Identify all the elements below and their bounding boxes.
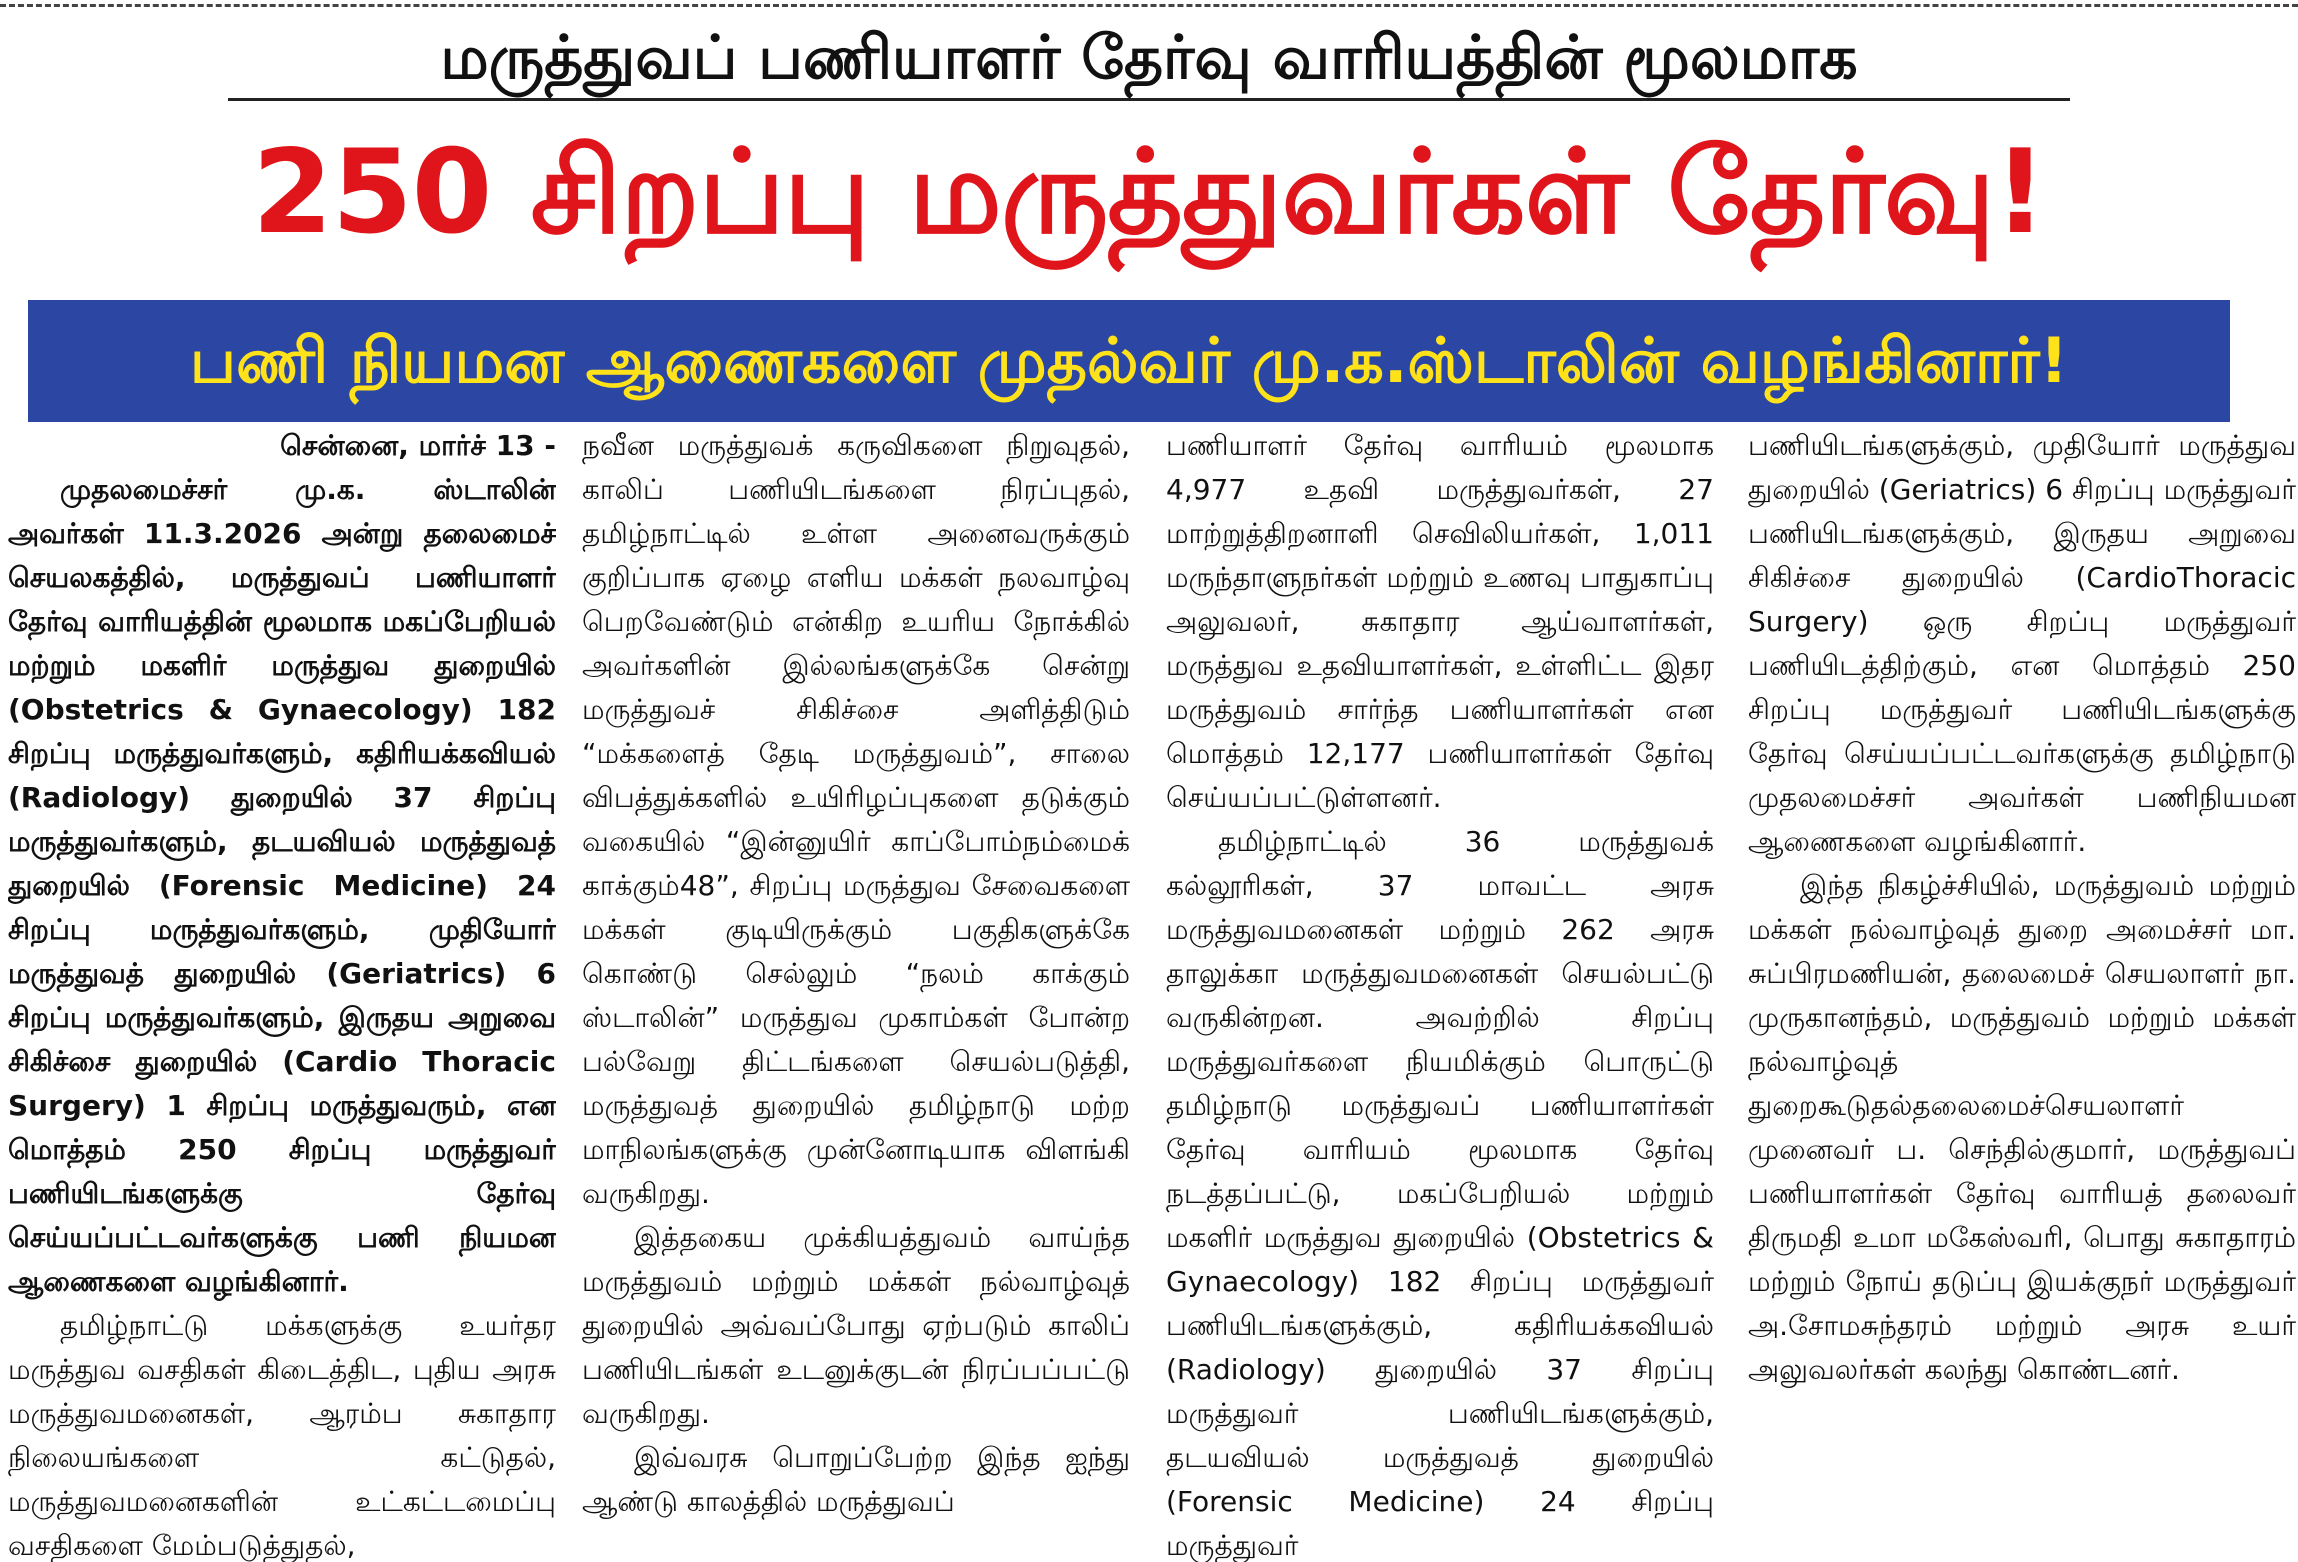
body-paragraph: பணியிடங்களுக்கும், முதியோர் மருத்துவ துறையில் (Geriatrics) 6 சிறப்பு மருத்துவர் பணியிடங்களுக்கும், இருதய அறுவை சிகிச்சை துறையில் (CardioThoracic Surgery) ஒரு சிறப்பு மருத்துவர் பணியிடத்திற்கும், என மொத்தம் 250 சிறப்பு மருத்துவர் பணியிடங்களுக்கு தேர்வு செய்யப்பட்டவர்களுக்கு தமிழ்நாடு முதலமைச்சர் அவர்கள் பணிநியமன ஆணைகளை வழங்கினார்.	[1748, 429, 2296, 858]
article-column-2	[582, 424, 1130, 1562]
top-dashed-rule	[0, 4, 2298, 7]
kicker-heading: மருத்துவப் பணியாளர் தேர்வு வாரியத்தின் மூலமாக	[440, 23, 1858, 93]
dateline: சென்னை, மார்ச் 13 -	[280, 429, 556, 462]
body-paragraph: இத்தகைய முக்கியத்துவம் வாய்ந்த மருத்துவம் மற்றும் மக்கள் நல்வாழ்வுத் துறையில் அவ்வப்போது ஏற்படும் காலிப் பணியிடங்கள் உடனுக்குடன் நிரப்பப்பட்டு வருகிறது.	[582, 1221, 1130, 1430]
article-column-4	[1748, 424, 2296, 1562]
body-paragraph: இந்த நிகழ்ச்சியில், மருத்துவம் மற்றும் மக்கள் நல்வாழ்வுத் துறை அமைச்சர் மா. சுப்பிரமணியன், தலைமைச் செயலாளர் நா. முருகானந்தம், மருத்துவம் மற்றும் மக்கள் நல்வாழ்வுத் துறைகூடுதல்தலைமைச்செயலாளர் முனைவர் ப. செந்தில்குமார், மருத்துவப் பணியாளர்கள் தேர்வு வாரியத் தலைவர் திருமதி உமா மகேஸ்வரி, பொது சுகாதாரம் மற்றும் நோய் தடுப்பு இயக்குநர் மருத்துவர் அ.சோமசுந்தரம் மற்றும் அரசு உயர் அலுவலர்கள் கலந்து கொண்டனர்.	[1748, 869, 2296, 1386]
subheadline-banner	[28, 300, 2230, 422]
body-paragraph: தமிழ்நாட்டு மக்களுக்கு உயர்தர மருத்துவ வசதிகள் கிடைத்திட, புதிய அரசு மருத்துவமனைகள், ஆரம்ப சுகாதார நிலையங்களை கட்டுதல், மருத்துவமனைகளின் உட்கட்டமைப்பு வசதிகளை மேம்படுத்துதல்,	[8, 1309, 556, 1562]
body-paragraph: பணியாளர் தேர்வு வாரியம் மூலமாக 4,977 உதவி மருத்துவர்கள், 27 மாற்றுத்திறனாளி செவிலியர்கள், 1,011 மருந்தாளுநர்கள் மற்றும் உணவு பாதுகாப்பு அலுவலர், சுகாதார ஆய்வாளர்கள், மருத்துவ உதவியாளர்கள், உள்ளிட்ட இதர மருத்துவம் சார்ந்த பணியாளர்கள் என மொத்தம் 12,177 பணியாளர்கள் தேர்வு செய்யப்பட்டுள்ளனர்.	[1166, 429, 1714, 814]
lead-paragraph: முதலமைச்சர் மு.க. ஸ்டாலின் அவர்கள் 11.3.2026 அன்று தலைமைச் செயலகத்தில், மருத்துவப் பணியாளர் தேர்வு வாரியத்தின் மூலமாக மகப்பேறியல் மற்றும் மகளிர் மருத்துவ துறையில் (Obstetrics & Gynaecology) 182 சிறப்பு மருத்துவர்களும், கதிரியக்கவியல் (Radiology) துறையில் 37 சிறப்பு மருத்துவர்களும், தடயவியல் மருத்துவத் துறையில் (Forensic Medicine) 24 சிறப்பு மருத்துவர்களும், முதியோர் மருத்துவத் துறையில் (Geriatrics) 6 சிறப்பு மருத்துவர்களும், இருதய அறுவை சிகிச்சை துறையில் (Cardio Thoracic Surgery) 1 சிறப்பு மருத்துவரும், என மொத்தம் 250 சிறப்பு மருத்துவர் பணியிடங்களுக்கு தேர்வு செய்யப்பட்டவர்களுக்கு பணி நியமன ஆணைகளை வழங்கினார்.	[8, 473, 556, 1298]
subheadline-text: பணி நியமன ஆணைகளை முதல்வர் மு.க.ஸ்டாலின் வழங்கினார்!	[189, 324, 2069, 397]
body-paragraph: நவீன மருத்துவக் கருவிகளை நிறுவுதல், காலிப் பணியிடங்களை நிரப்புதல், தமிழ்நாட்டில் உள்ள அனைவருக்கும் குறிப்பாக ஏழை எளிய மக்கள் நலவாழ்வு பெறவேண்டும் என்கிற உயரிய நோக்கில் அவர்களின் இல்லங்களுக்கே சென்று மருத்துவச் சிகிச்சை அளித்திடும் “மக்களைத் தேடி மருத்துவம்”, சாலை விபத்துக்களில் உயிரிழப்புகளை தடுக்கும் வகையில் “இன்னுயிர் காப்போம்நம்மைக் காக்கும்48”, சிறப்பு மருத்துவ சேவைகளை மக்கள் குடியிருக்கும் பகுதிகளுக்கே கொண்டு செல்லும் “நலம் காக்கும் ஸ்டாலின்” மருத்துவ முகாம்கள் போன்ற பல்வேறு திட்டங்களை செயல்படுத்தி, மருத்துவத் துறையில் தமிழ்நாடு மற்ற மாநிலங்களுக்கு முன்னோடியாக விளங்கி வருகிறது.	[582, 429, 1130, 1210]
body-paragraph: இவ்வரசு பொறுப்பேற்ற இந்த ஐந்து ஆண்டு காலத்தில் மருத்துவப்	[582, 1441, 1130, 1518]
kicker-underline	[228, 98, 2070, 101]
article-column-1	[8, 424, 556, 1562]
main-headline: 250 சிறப்பு மருத்துவர்கள் தேர்வு!	[252, 125, 2046, 260]
body-paragraph: தமிழ்நாட்டில் 36 மருத்துவக் கல்லூரிகள், 37 மாவட்ட அரசு மருத்துவமனைகள் மற்றும் 262 அரசு தாலுக்கா மருத்துவமனைகள் செயல்பட்டு வருகின்றன. அவற்றில் சிறப்பு மருத்துவர்களை நியமிக்கும் பொருட்டு தமிழ்நாடு மருத்துவப் பணியாளர்கள் தேர்வு வாரியம் மூலமாக தேர்வு நடத்தப்பட்டு, மகப்பேறியல் மற்றும் மகளிர் மருத்துவ துறையில் (Obstetrics & Gynaecology) 182 சிறப்பு மருத்துவர் பணியிடங்களுக்கும், கதிரியக்கவியல் (Radiology) துறையில் 37 சிறப்பு மருத்துவர் பணியிடங்களுக்கும், தடயவியல் மருத்துவத் துறையில் (Forensic Medicine) 24 சிறப்பு மருத்துவர்	[1166, 825, 1714, 1562]
article-column-3	[1166, 424, 1714, 1562]
